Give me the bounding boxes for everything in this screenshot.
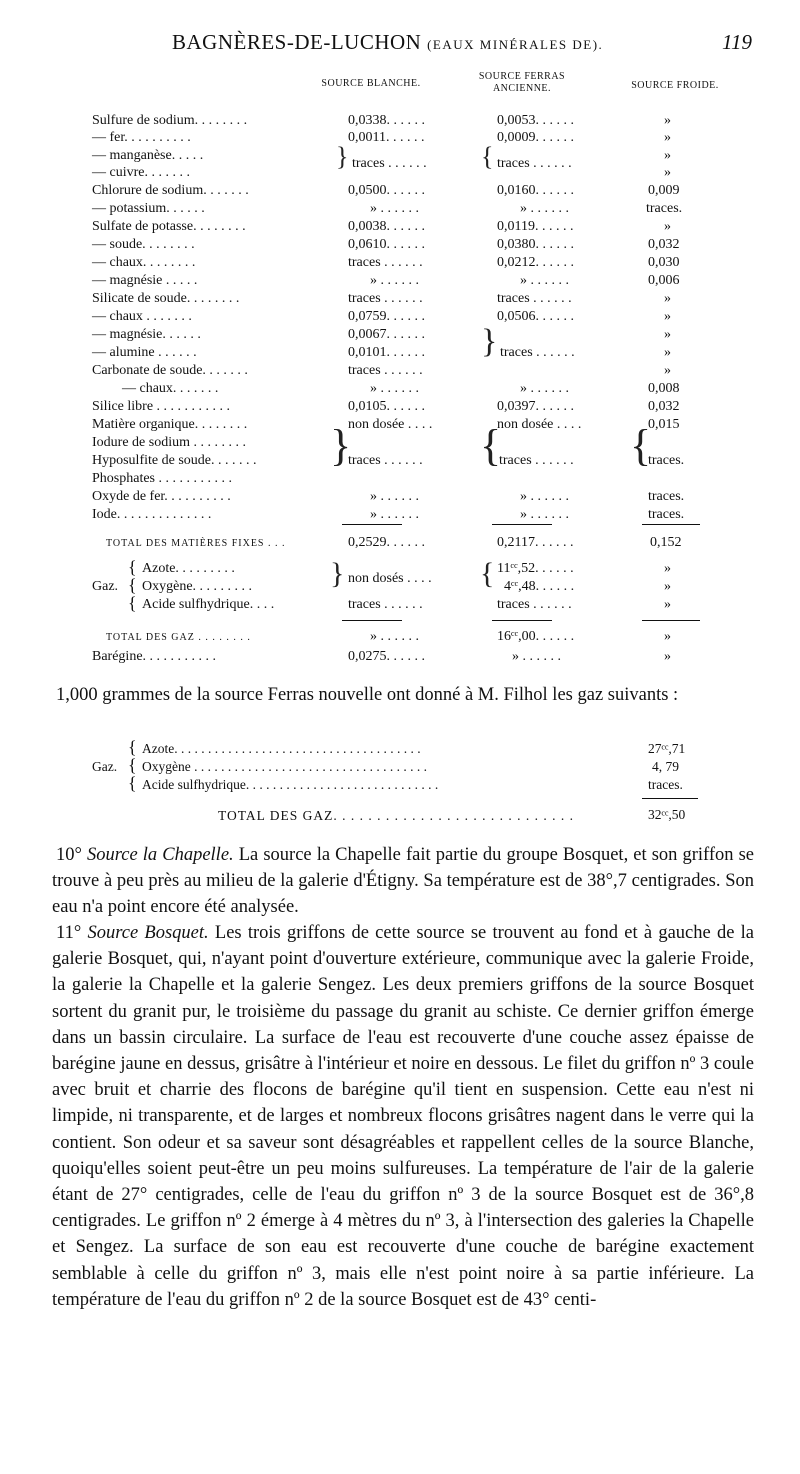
- gaz-label: Gaz.: [92, 579, 119, 594]
- brace-icon: }: [481, 323, 498, 360]
- brace-icon: {: [128, 557, 137, 577]
- cell-blanche: 0,0101. . . . . .: [348, 345, 425, 360]
- cell-ferras: 0,0212. . . . . .: [497, 255, 574, 270]
- paragraph-source-chapelle: [52, 842, 754, 921]
- cell-ferras: » . . . . . .: [520, 507, 569, 522]
- cell-ferras: non dosée . . . .: [497, 417, 582, 432]
- row-label: — cuivre. . . . . . .: [92, 165, 190, 180]
- cell-froide: »: [664, 219, 671, 234]
- cell-froide: »: [664, 649, 671, 664]
- section-number: 11°: [56, 923, 82, 943]
- cell-blanche: 0,0105. . . . . .: [348, 399, 425, 414]
- row-label: Sulfure de sodium. . . . . . . .: [92, 113, 248, 128]
- baregine-row: [0, 648, 800, 666]
- cell-ferras: 0,0053. . . . . .: [497, 113, 574, 128]
- cell-ferras: 11ᶜᶜ,52. . . . . .: [497, 561, 574, 576]
- cell-blanche: 0,0338. . . . . .: [348, 113, 425, 128]
- cell-ferras: 0,2117. . . . . .: [497, 535, 574, 550]
- divider-line: [492, 524, 552, 525]
- row-value: 32ᶜᶜ,50: [648, 807, 686, 822]
- row-label: — potassium. . . . . .: [92, 201, 205, 216]
- cell-froide: »: [664, 597, 671, 612]
- cell-blanche: 0,0610. . . . . .: [348, 237, 425, 252]
- cell-ferras: 16ᶜᶜ,00. . . . . .: [497, 629, 575, 644]
- row-label: TOTAL DES GAZ . . . . . . . .: [106, 632, 251, 643]
- paragraph-source-bosquet: [52, 920, 754, 1313]
- table-row: [0, 182, 800, 200]
- cell-blanche: traces . . . . . .: [352, 156, 427, 171]
- section-number: 10°: [56, 845, 82, 865]
- cell-ferras: » . . . . . .: [520, 273, 569, 288]
- table-row: [0, 308, 800, 326]
- cell-ferras: traces . . . . . .: [497, 156, 572, 171]
- divider-line: [642, 524, 700, 525]
- table-row: [0, 129, 800, 147]
- cell-blanche: 0,2529. . . . . .: [348, 535, 425, 550]
- row-label: TOTAL DES MATIÈRES FIXES . . .: [106, 538, 286, 549]
- row-label: TOTAL DES GAZ. . . . . . . . . . . . . . . . . . . . . . . . . . . .: [218, 808, 575, 823]
- table-row: [0, 380, 800, 398]
- cell-froide: »: [664, 309, 671, 324]
- brace-icon: {: [481, 142, 494, 171]
- header-title-sub: (EAUX MINÉRALES DE).: [427, 37, 604, 52]
- cell-blanche: » . . . . . .: [370, 629, 419, 644]
- cell-ferras: 4ᶜᶜ,48. . . . . .: [504, 579, 575, 594]
- row-label: Iode. . . . . . . . . . . . . .: [92, 507, 212, 522]
- brace-icon: {: [128, 737, 137, 757]
- total-row: [0, 806, 800, 824]
- row-value: 27ᶜᶜ,71: [648, 741, 686, 756]
- cell-ferras: » . . . . . .: [512, 649, 561, 664]
- cell-blanche: traces . . . . . .: [348, 453, 423, 468]
- cell-froide: 0,152: [650, 535, 682, 550]
- cell-blanche: non dosée . . . .: [348, 417, 433, 432]
- table-row: [0, 470, 800, 488]
- cell-blanche: » . . . . . .: [370, 381, 419, 396]
- cell-blanche: non dosés . . . .: [348, 571, 432, 586]
- cell-blanche: traces . . . . . .: [348, 363, 423, 378]
- divider-line: [642, 620, 700, 621]
- cell-blanche: 0,0067. . . . . .: [348, 327, 425, 342]
- divider-line: [642, 798, 698, 799]
- cell-froide: 0,008: [648, 381, 680, 396]
- brace-icon: {: [128, 575, 137, 595]
- brace-icon: {: [480, 421, 502, 470]
- row-label: Oxygène. . . . . . . . .: [142, 579, 253, 594]
- row-value: 4, 79: [652, 759, 679, 774]
- cell-ferras: traces . . . . . .: [497, 291, 572, 306]
- total-gaz-row: [0, 628, 800, 646]
- row-label: — manganèse. . . . .: [92, 148, 204, 163]
- brace-icon: {: [128, 773, 137, 793]
- row-label: Carbonate de soude. . . . . . .: [92, 363, 248, 378]
- row-label: Silice libre . . . . . . . . . . .: [92, 399, 231, 414]
- table-row: [0, 236, 800, 254]
- cell-froide: traces.: [646, 201, 683, 216]
- table-row: [0, 593, 800, 614]
- brace-icon: }: [330, 421, 352, 470]
- table-row: [0, 362, 800, 380]
- cell-froide: traces.: [648, 453, 685, 468]
- cell-blanche: 0,0038. . . . . .: [348, 219, 425, 234]
- cell-froide: »: [664, 629, 671, 644]
- row-label: — fer. . . . . . . . . .: [92, 130, 191, 145]
- cell-blanche: » . . . . . .: [370, 201, 419, 216]
- table-row: [0, 112, 800, 130]
- brace-icon: }: [330, 557, 345, 590]
- cell-froide: »: [664, 561, 671, 576]
- header-title-main: BAGNÈRES-DE-LUCHON: [172, 30, 422, 54]
- row-label: — magnésie . . . . .: [92, 273, 198, 288]
- table-row: [0, 755, 800, 776]
- cell-froide: 0,032: [648, 237, 680, 252]
- cell-blanche: 0,0759. . . . . .: [348, 309, 425, 324]
- cell-blanche: » . . . . . .: [370, 489, 419, 504]
- section-body: Les trois griffons de cette source se trouvent au fond et à gauche de la galerie Bosquet, qui, n'ayant point d'ouverture extérieure, communique avec la galerie Froide, la galerie la Chapelle et la galerie Sengez. Les deux premiers griffons de la source Bosquet sortent du granit pur, le troisième du passage du granit au schiste. Ce dernier griffon émerge dans un bassin circulaire. La surface de l'eau est recouverte d'une couche assez épaisse de barégine jaune en dessus, grisâtre à l'intérieur et noire en dessous. Le filet du griffon nº 3 coule avec bruit et charrie des flocons de barégine qu'il tient en suspension. Cette eau n'est ni limpide, ni transparente, et de larges et nombreux flocons grisâtres nagent dans le verre qui la contient. Son odeur et sa saveur sont désagréables et rappellent celles de la source Blanche, quoiqu'elles soient peut-être un peu moins sulfureuses. La température de l'air de la galerie étant de 27° centigrades, celle de l'eau du griffon nº 3 de la source Bosquet est de 36°,8 centigrades. Le griffon nº 2 émerge à 4 mètres du nº 3, à l'intersection des galeries la Chapelle et Sengez. La surface de son eau est recouverte d'une couche de barégine exactement semblable à celle du griffon nº 3, mais elle n'est point noire à sa partie inférieure. La température de l'eau du griffon nº 2 de la source Bosquet est de 43° centi-: [52, 923, 755, 1310]
- divider-line: [342, 620, 402, 621]
- table-row: [0, 200, 800, 218]
- brace-icon: {: [630, 421, 652, 470]
- intro-paragraph: 1,000 grammes de la source Ferras nouvelle ont donné à M. Filhol les gaz suivants :: [56, 685, 679, 705]
- divider-line: [492, 620, 552, 621]
- cell-ferras: » . . . . . .: [520, 489, 569, 504]
- cell-blanche: » . . . . . .: [370, 507, 419, 522]
- row-label: — chaux. . . . . . .: [122, 381, 219, 396]
- row-label: Silicate de soude. . . . . . . .: [92, 291, 240, 306]
- cell-froide: »: [664, 148, 671, 163]
- row-label: Oxyde de fer. . . . . . . . . .: [92, 489, 231, 504]
- cell-froide: 0,006: [648, 273, 680, 288]
- row-label: Barégine. . . . . . . . . . .: [92, 649, 217, 664]
- cell-froide: traces.: [648, 489, 685, 504]
- cell-ferras: 0,0506. . . . . .: [497, 309, 574, 324]
- row-label: Iodure de sodium . . . . . . . .: [92, 435, 246, 450]
- cell-blanche: 0,0011. . . . . .: [348, 130, 425, 145]
- cell-froide: »: [664, 579, 671, 594]
- cell-froide: »: [664, 363, 671, 378]
- table-row: [0, 272, 800, 290]
- cell-froide: »: [664, 291, 671, 306]
- cell-ferras: 0,0160. . . . . .: [497, 183, 574, 198]
- row-label: — soude. . . . . . . .: [92, 237, 195, 252]
- table-row: [0, 773, 800, 794]
- table-row: [0, 326, 800, 344]
- running-header: [172, 30, 603, 55]
- row-label: Oxygène . . . . . . . . . . . . . . . . . . . . . . . . . . . . . . . . . . .: [142, 759, 427, 774]
- table-row: [0, 164, 800, 182]
- row-label: — alumine . . . . . .: [92, 345, 197, 360]
- brace-icon: {: [128, 755, 137, 775]
- table-row: [0, 506, 800, 524]
- cell-blanche: traces . . . . . .: [348, 597, 423, 612]
- row-label: Hyposulfite de soude. . . . . . .: [92, 453, 257, 468]
- table-row: [0, 416, 800, 434]
- cell-ferras: » . . . . . .: [520, 201, 569, 216]
- table-row: [0, 218, 800, 236]
- cell-ferras: 0,0380. . . . . .: [497, 237, 574, 252]
- section-title: Source Bosquet.: [87, 923, 209, 943]
- cell-ferras: 0,0119. . . . . .: [497, 219, 574, 234]
- divider-line: [342, 524, 402, 525]
- section-title: Source la Chapelle.: [87, 845, 234, 865]
- row-label: — magnésie. . . . . .: [92, 327, 201, 342]
- total-fixes-row: [0, 534, 800, 552]
- table-row: [0, 398, 800, 416]
- cell-froide: 0,009: [648, 183, 680, 198]
- brace-icon: }: [336, 142, 349, 171]
- row-label: Phosphates . . . . . . . . . . .: [92, 471, 232, 486]
- cell-ferras: » . . . . . .: [520, 381, 569, 396]
- cell-blanche: » . . . . . .: [370, 273, 419, 288]
- brace-icon: {: [128, 593, 137, 613]
- row-label: Matière organique. . . . . . . .: [92, 417, 248, 432]
- table-row: [0, 737, 800, 758]
- row-label: Azote. . . . . . . . .: [142, 561, 235, 576]
- col-header-froide: SOURCE FROIDE.: [631, 80, 719, 91]
- cell-ferras: traces . . . . . .: [497, 597, 572, 612]
- col-header-ferras: SOURCE FERRAS ANCIENNE.: [478, 71, 566, 94]
- cell-froide: »: [664, 113, 671, 128]
- cell-blanche: traces . . . . . .: [348, 255, 423, 270]
- gaz-label: Gaz.: [92, 759, 118, 774]
- cell-blanche: traces . . . . . .: [348, 291, 423, 306]
- row-value: traces.: [648, 777, 683, 792]
- row-label: Azote. . . . . . . . . . . . . . . . . . . . . . . . . . . . . . . . . . . . .: [142, 741, 421, 756]
- cell-ferras: 0,0009. . . . . .: [497, 130, 574, 145]
- cell-blanche: 0,0500. . . . . .: [348, 183, 425, 198]
- row-label: — chaux . . . . . . .: [92, 309, 192, 324]
- row-label: Chlorure de sodium. . . . . . .: [92, 183, 249, 198]
- table-row: [0, 254, 800, 272]
- section-body: La source la Chapelle fait partie du groupe Bosquet, et son griffon se trouve à peu près au milieu de la galerie d'Étigny. Sa température est de 38°,7 centigrades. Son eau n'a point encore été analysée.: [52, 845, 755, 918]
- cell-froide: »: [664, 327, 671, 342]
- cell-froide: »: [664, 345, 671, 360]
- table-row: [0, 290, 800, 308]
- cell-ferras: traces . . . . . .: [499, 453, 574, 468]
- table-row: [0, 488, 800, 506]
- cell-froide: traces.: [648, 507, 685, 522]
- cell-ferras: 0,0397. . . . . .: [497, 399, 574, 414]
- cell-froide: »: [664, 130, 671, 145]
- cell-ferras: traces . . . . . .: [500, 345, 575, 360]
- row-label: Acide sulfhydrique. . . . . . . . . . . . . . . . . . . . . . . . . . . . .: [142, 777, 439, 792]
- page-number: 119: [722, 30, 752, 54]
- cell-blanche: 0,0275. . . . . .: [348, 649, 425, 664]
- row-label: — chaux. . . . . . . .: [92, 255, 196, 270]
- cell-froide: 0,030: [648, 255, 680, 270]
- cell-froide: 0,032: [648, 399, 680, 414]
- row-label: Sulfate de potasse. . . . . . . .: [92, 219, 246, 234]
- brace-icon: {: [480, 557, 495, 590]
- row-label: Acide sulfhydrique. . . .: [142, 597, 275, 612]
- col-header-blanche: SOURCE BLANCHE.: [321, 78, 421, 89]
- cell-froide: »: [664, 165, 671, 180]
- cell-froide: 0,015: [648, 417, 680, 432]
